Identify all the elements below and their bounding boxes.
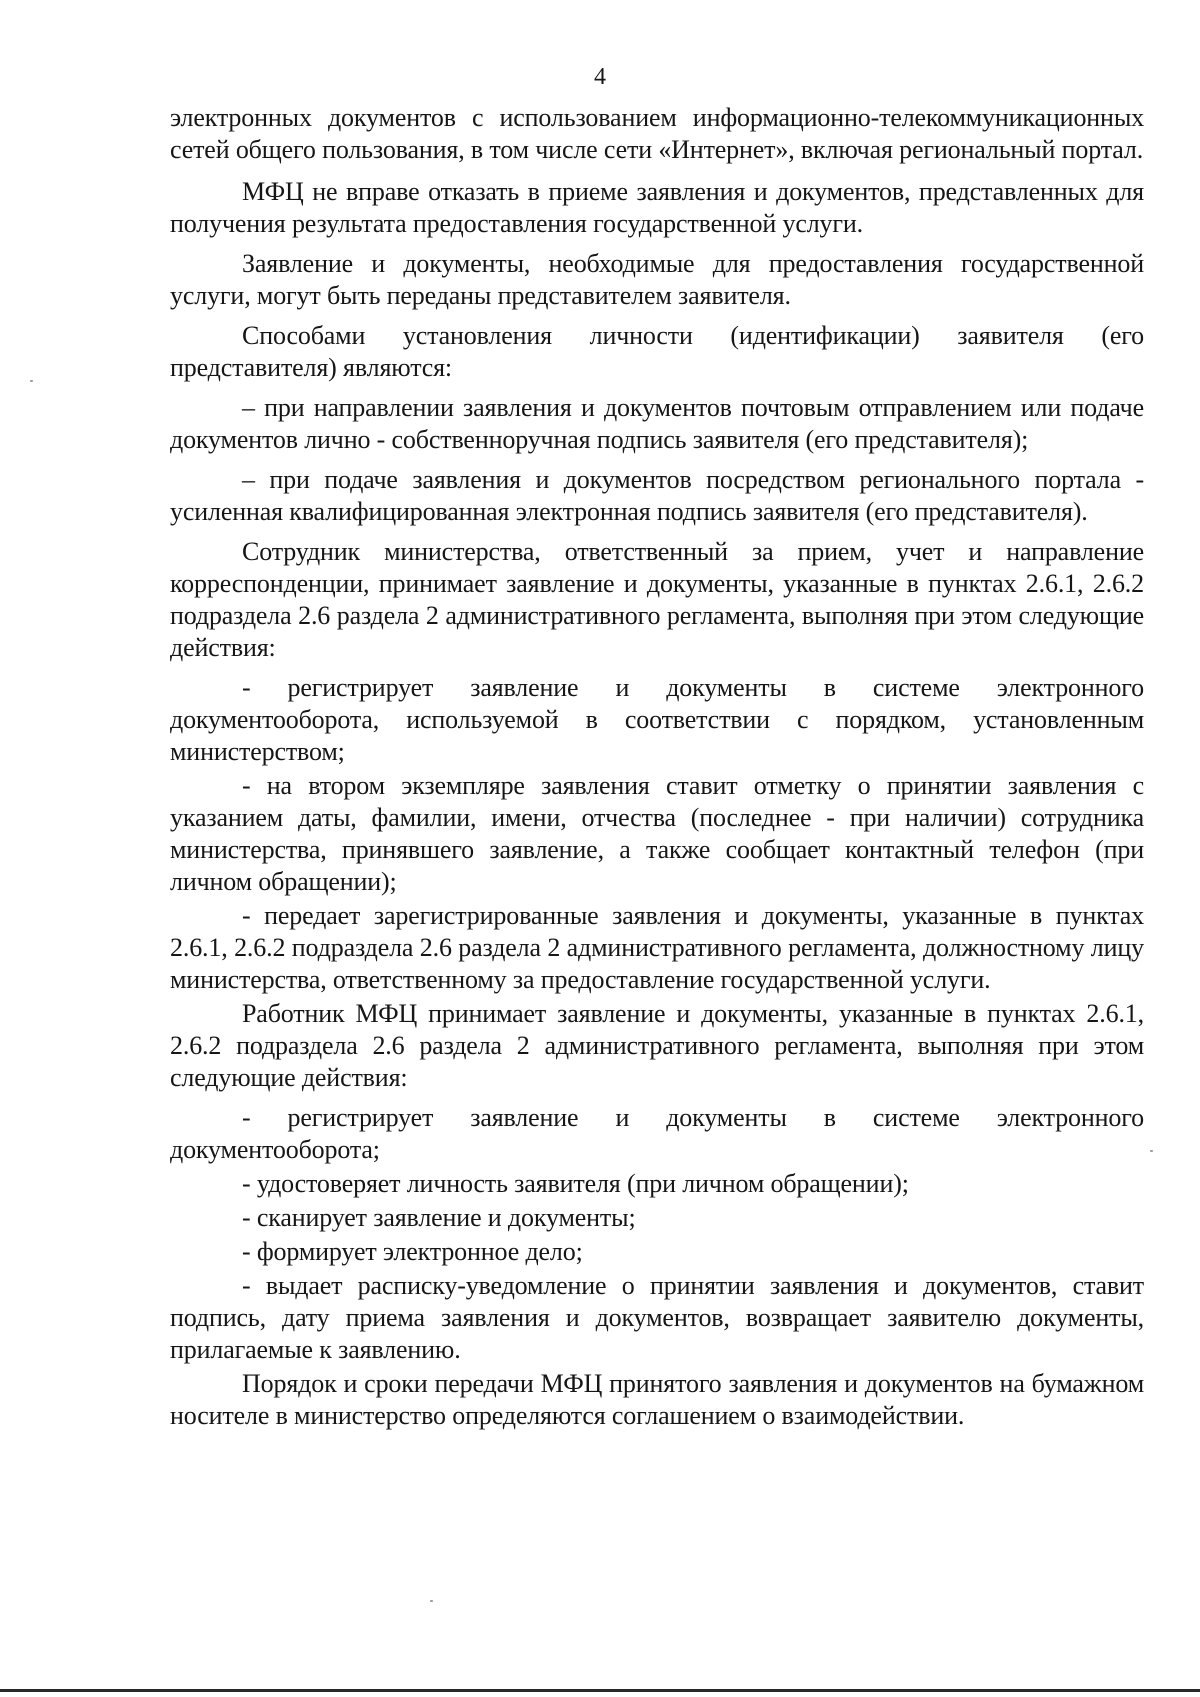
list-item-mfc-identity: - удостоверяет личность заявителя (при личном обращении); bbox=[242, 1169, 909, 1198]
paragraph-ministry-employee: Сотрудник министерства, ответственный за прием, учет и направление корреспонденции, принимает заявление и документы, указанные в пунктах 2.6.1, 2.6.2 подраздела 2.6 раздела 2 административного регламента, выполняя при этом следующие действия: bbox=[170, 537, 1144, 662]
list-item-mfc-case: - формирует электронное дело; bbox=[242, 1237, 583, 1266]
scan-speck bbox=[30, 380, 33, 382]
paragraph-representative: Заявление и документы, необходимые для предоставления государственной услуги, могут быть переданы представителем заявителя. bbox=[170, 249, 1144, 310]
paragraph-mfc-worker: Работник МФЦ принимает заявление и документы, указанные в пунктах 2.6.1, 2.6.2 подраздела 2.6 раздела 2 административного регламента, выполняя при этом следующие действия: bbox=[170, 999, 1144, 1092]
scan-speck bbox=[430, 1600, 433, 1602]
page-number: 4 bbox=[594, 64, 606, 90]
scan-edge-line bbox=[0, 1689, 1200, 1692]
list-item-mfc-register: - регистрирует заявление и документы в системе электронного документооборота; bbox=[170, 1103, 1144, 1164]
paragraph-transfer-procedure: Порядок и сроки передачи МФЦ принятого заявления и документов на бумажном носителе в министерство определяются соглашением о взаимодействии. bbox=[170, 1369, 1144, 1430]
document-body bbox=[170, 102, 1144, 1440]
paragraph-continuation: электронных документов с использованием информационно-телекоммуникационных сетей общего пользования, в том числе сети «Интернет», включая региональный портал. bbox=[170, 103, 1144, 164]
list-item-ministry-transfer: - передает зарегистрированные заявления и документы, указанные в пунктах 2.6.1, 2.6.2 подраздела 2.6 раздела 2 административного регламента, должностному лицу министерства, ответственному за предоставление государственной услуги. bbox=[170, 901, 1144, 994]
paragraph-identification-methods: Способами установления личности (идентификации) заявителя (его представителя) являются: bbox=[170, 321, 1144, 382]
scan-speck bbox=[1150, 1150, 1153, 1152]
list-item-ministry-register: - регистрирует заявление и документы в системе электронного документооборота, используемой в соответствии с порядком, установленным министерством; bbox=[170, 673, 1144, 766]
paragraph-mfc-refusal: МФЦ не вправе отказать в приеме заявления и документов, представленных для получения результата предоставления государственной услуги. bbox=[170, 177, 1144, 238]
list-item-portal-signature: – при подаче заявления и документов посредством регионального портала - усиленная квалифицированная электронная подпись заявителя (его представителя). bbox=[170, 465, 1144, 526]
list-item-postal-signature: – при направлении заявления и документов почтовым отправлением или подаче документов лично - собственноручная подпись заявителя (его представителя); bbox=[170, 393, 1144, 454]
list-item-mfc-scan: - сканирует заявление и документы; bbox=[242, 1203, 636, 1232]
list-item-ministry-mark: - на втором экземпляре заявления ставит отметку о принятии заявления с указанием даты, фамилии, имени, отчества (последнее - при наличии) сотрудника министерства, принявшего заявление, а также сообщает контактный телефон (при личном обращении); bbox=[170, 771, 1144, 896]
list-item-mfc-receipt: - выдает расписку-уведомление о принятии заявления и документов, ставит подпись, дату приема заявления и документов, возвращает заявителю документы, прилагаемые к заявлению. bbox=[170, 1271, 1144, 1364]
